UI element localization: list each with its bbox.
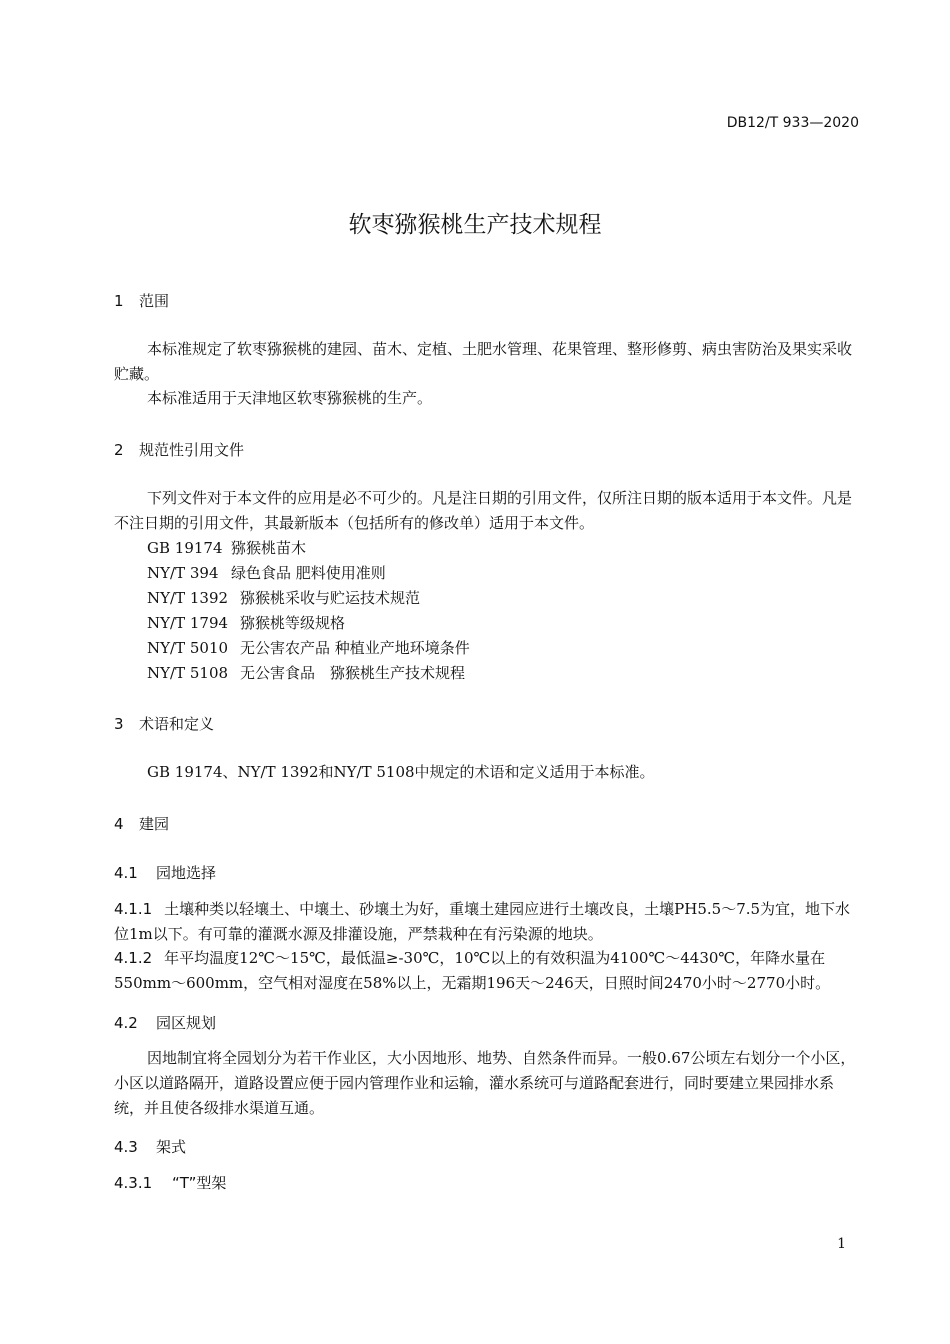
document-number: DB12/T 933—2020 bbox=[726, 115, 859, 131]
reference-code: NY/T 5010 bbox=[147, 639, 229, 657]
subsection-title: 架式 bbox=[156, 1138, 187, 1156]
document-title: 软枣猕猴桃生产技术规程 bbox=[348, 212, 602, 238]
reference-name: 绿色食品 肥料使用准则 bbox=[231, 564, 386, 582]
section-heading-4 bbox=[114, 813, 169, 834]
section-title: 术语和定义 bbox=[139, 715, 215, 733]
reference-code: NY/T 1392 bbox=[147, 589, 229, 607]
section-number: 3 bbox=[114, 715, 124, 733]
reference-item bbox=[147, 562, 386, 583]
subsection-title: “T”型架 bbox=[172, 1174, 227, 1192]
subsection-number: 4.3.1 bbox=[114, 1174, 153, 1192]
clause-text: 年平均温度12℃～15℃，最低温≥-30℃，10℃以上的有效积温为4100℃～4430℃，年降水量在550mm～600mm，空气相对湿度在58%以上，无霜期196天～246天，日照时间2470小时～2770小时。 bbox=[114, 949, 831, 992]
subsection-number: 4.3 bbox=[114, 1138, 138, 1156]
reference-item bbox=[147, 662, 465, 683]
reference-code: NY/T 5108 bbox=[147, 664, 229, 682]
clause-4-1-2 bbox=[114, 946, 860, 996]
paragraph-normative-references: 下列文件对于本文件的应用是必不可少的。凡是注日期的引用文件，仅所注日期的版本适用于本文件。凡是不注日期的引用文件，其最新版本（包括所有的修改单）适用于本文件。 bbox=[114, 489, 853, 532]
subsection-heading-4-1 bbox=[114, 862, 216, 883]
reference-code: GB 19174 bbox=[147, 539, 223, 557]
subsection-title: 园地选择 bbox=[156, 864, 217, 882]
section-title: 建园 bbox=[139, 815, 170, 833]
section-heading-2 bbox=[114, 439, 244, 460]
reference-item bbox=[147, 612, 345, 633]
reference-item bbox=[147, 637, 470, 658]
reference-name: 猕猴桃苗木 bbox=[231, 539, 307, 557]
subsection-heading-4-3 bbox=[114, 1136, 186, 1157]
page-number: 1 bbox=[837, 1236, 846, 1252]
clause-number: 4.1.2 bbox=[114, 949, 153, 967]
section-title: 规范性引用文件 bbox=[139, 441, 245, 459]
clause-4-1-1 bbox=[114, 897, 860, 947]
paragraph-scope: 本标准规定了软枣猕猴桃的建园、苗木、定植、土肥水管理、花果管理、整形修剪、病虫害防治及果实采收贮藏。 bbox=[114, 340, 853, 383]
subsection-title: 园区规划 bbox=[156, 1014, 217, 1032]
reference-code: NY/T 1794 bbox=[147, 614, 229, 632]
clause-number: 4.1.1 bbox=[114, 900, 153, 918]
reference-name: 无公害食品 猕猴桃生产技术规程 bbox=[240, 664, 466, 682]
subsection-number: 4.1 bbox=[114, 864, 138, 882]
section-number: 2 bbox=[114, 441, 124, 459]
section-title: 范围 bbox=[139, 292, 170, 310]
paragraph-terms: GB 19174、NY/T 1392和NY/T 5108中规定的术语和定义适用于本标准。 bbox=[147, 763, 655, 781]
clause-text: 土壤种类以轻壤土、中壤土、砂壤土为好，重壤土建园应进行土壤改良，土壤PH5.5～7.5为宜，地下水位1m以下。有可靠的灌溉水源及排灌设施，严禁栽种在有污染源的地块。 bbox=[114, 900, 851, 943]
section-heading-1 bbox=[114, 290, 169, 311]
reference-item bbox=[147, 587, 420, 608]
reference-code: NY/T 394 bbox=[147, 564, 219, 582]
subsection-heading-4-2 bbox=[114, 1012, 216, 1033]
paragraph-park-planning: 因地制宜将全园划分为若干作业区，大小因地形、地势、自然条件而异。一般0.67公顷左右划分一个小区，小区以道路隔开，道路设置应便于园内管理作业和运输，灌水系统可与道路配套进行，同时要建立果园排水系统，并且使各级排水渠道互通。 bbox=[114, 1049, 856, 1117]
subsection-heading-4-3-1 bbox=[114, 1172, 226, 1193]
reference-name: 猕猴桃等级规格 bbox=[240, 614, 346, 632]
paragraph-scope-applicability: 本标准适用于天津地区软枣猕猴桃的生产。 bbox=[147, 389, 433, 407]
section-number: 4 bbox=[114, 815, 124, 833]
section-number: 1 bbox=[114, 292, 124, 310]
reference-name: 无公害农产品 种植业产地环境条件 bbox=[240, 639, 470, 657]
reference-name: 猕猴桃采收与贮运技术规范 bbox=[240, 589, 421, 607]
section-heading-3 bbox=[114, 713, 214, 734]
reference-item bbox=[147, 537, 306, 558]
subsection-number: 4.2 bbox=[114, 1014, 138, 1032]
